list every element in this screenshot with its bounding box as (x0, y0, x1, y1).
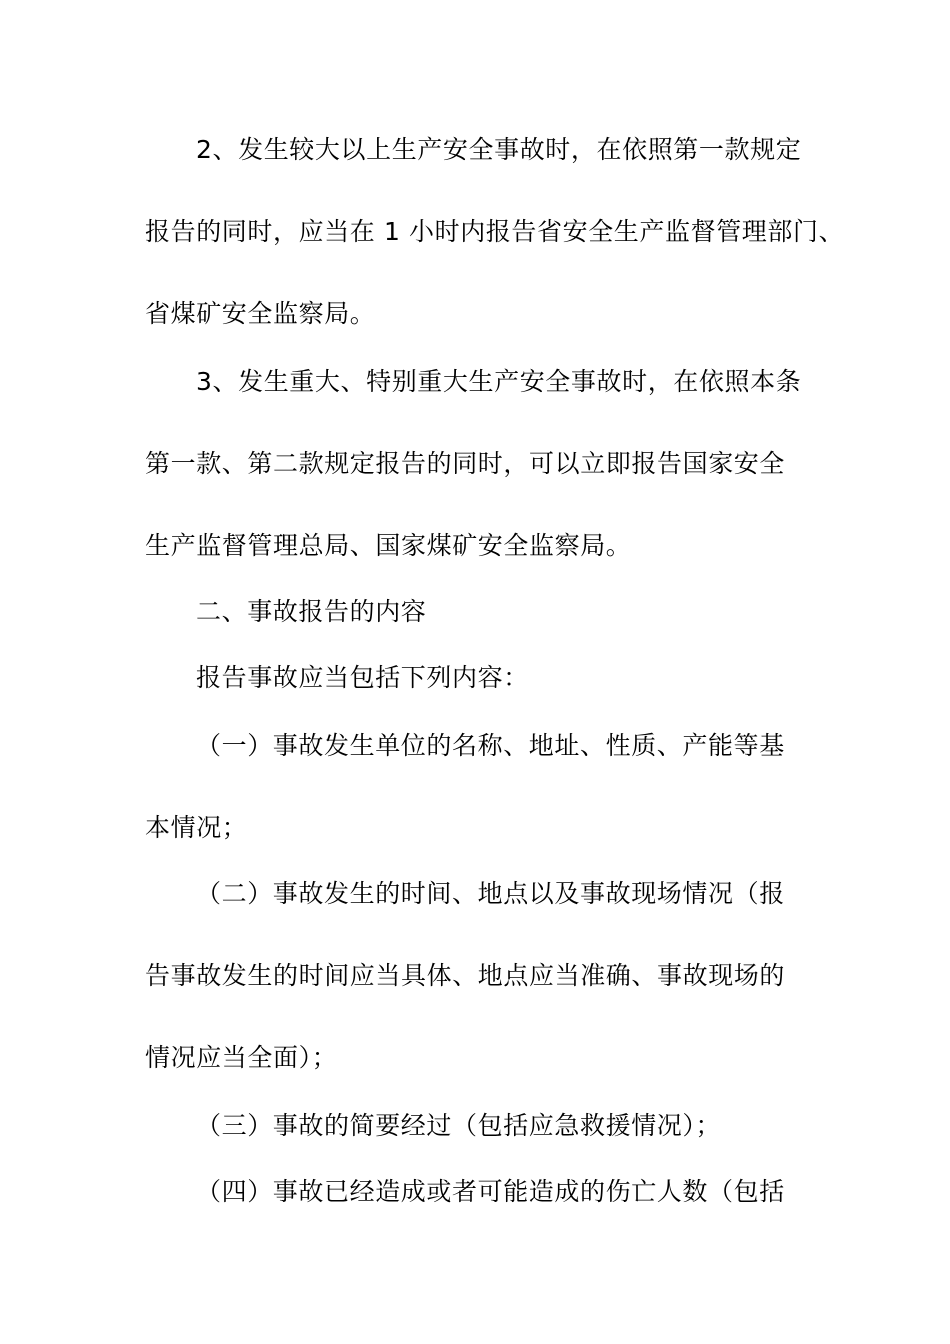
paragraph-line: 报告的同时，应当在 1 小时内报告省安全生产监督管理部门、 (145, 217, 845, 246)
list-item-line: （一）事故发生单位的名称、地址、性质、产能等基 (196, 731, 785, 760)
list-item-line: 本情况； (145, 813, 248, 842)
paragraph-line: 第一款、第二款规定报告的同时，可以立即报告国家安全 (145, 449, 786, 478)
section-heading: 二、事故报告的内容 (196, 597, 427, 626)
list-item-line: （四）事故已经造成或者可能造成的伤亡人数（包括 (196, 1177, 785, 1206)
paragraph-line: 2、发生较大以上生产安全事故时，在依照第一款规定 (196, 135, 802, 164)
paragraph-line: 生产监督管理总局、国家煤矿安全监察局。 (145, 531, 632, 560)
paragraph-line: 省煤矿安全监察局。 (145, 299, 376, 328)
paragraph-line: 报告事故应当包括下列内容： (196, 663, 529, 692)
paragraph-line: 3、发生重大、特别重大生产安全事故时，在依照本条 (196, 367, 802, 396)
list-item-line: （三）事故的简要经过（包括应急救援情况）； (196, 1111, 722, 1140)
list-item-line: 情况应当全面）； (145, 1043, 338, 1072)
list-item-line: （二）事故发生的时间、地点以及事故现场情况（报 (196, 879, 785, 908)
list-item-line: 告事故发生的时间应当具体、地点应当准确、事故现场的 (145, 961, 786, 990)
